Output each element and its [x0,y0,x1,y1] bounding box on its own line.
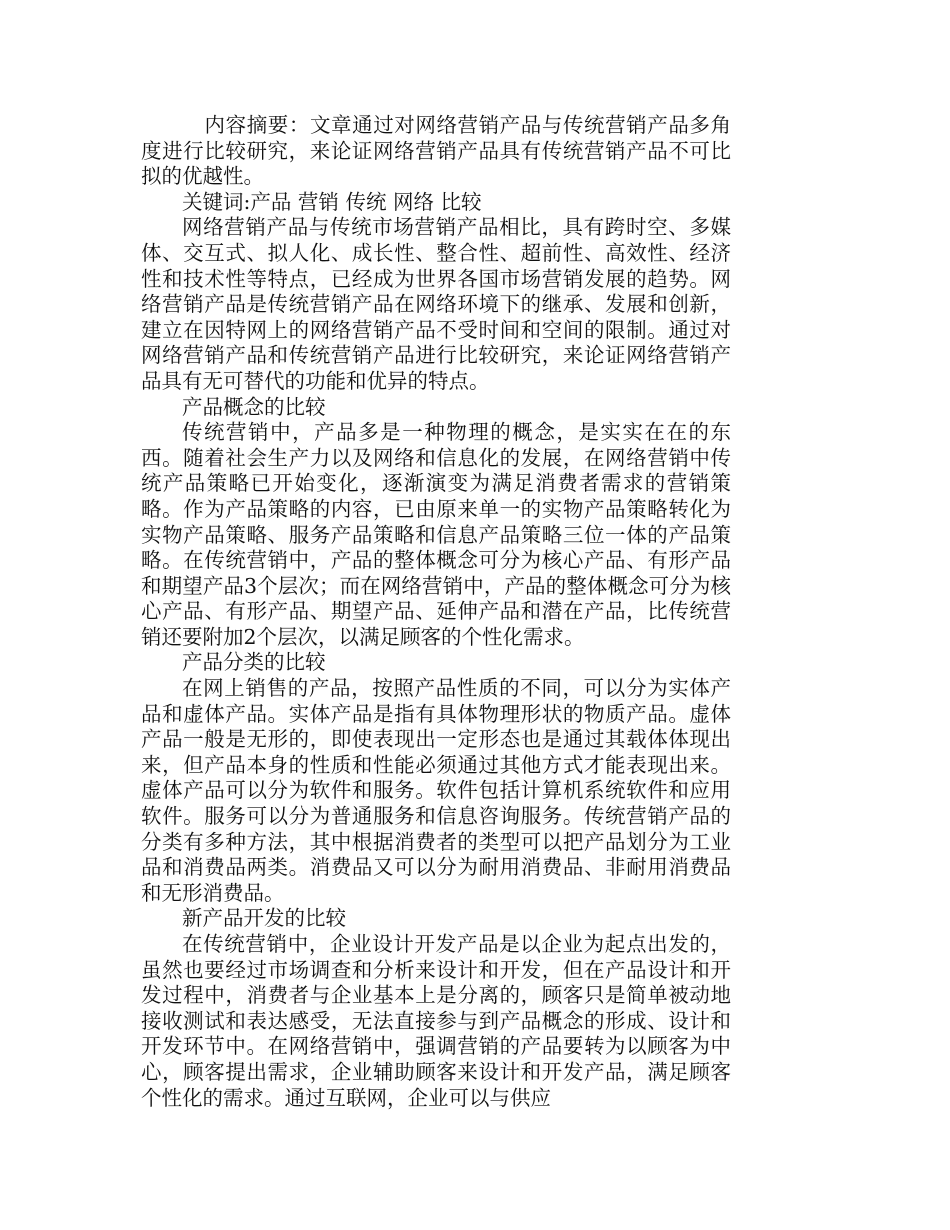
section-heading-product-concept: 产品概念的比较 [182,394,326,419]
section-body-product-concept: 传统营销中，产品多是一种物理的概念，是实实在在的东西。随着社会生产力以及网络和信息化的发展，在网络营销中传统产品策略已开始变化，逐渐演变为满足消费者需求的营销策略。作为产品策略的内容，已由原来单一的实物产品策略转化为实物产品策略、服务产品策略和信息产品策略三位一体的产品策略。在传统营销中，产品的整体概念可分为核心产品、有形产品和期望产品3个层次；而在网络营销中，产品的整体概念可分为核心产品、有形产品、期望产品、延伸产品和潜在产品，比传统营销还要附加2个层次，以满足顾客的个性化需求。 [141,420,731,649]
keywords-line: 关键词:产品 营销 传统 网络 比较 [182,189,482,214]
section-heading-new-product-development: 新产品开发的比较 [182,906,346,931]
abstract-paragraph: 内容摘要：文章通过对网络营销产品与传统营销产品多角度进行比较研究，来论证网络营销产品具有传统营销产品不可比拟的优越性。 [141,113,731,189]
section-body-product-classification: 在网上销售的产品，按照产品性质的不同，可以分为实体产品和虚体产品。实体产品是指有具体物理形状的物质产品。虚体产品一般是无形的，即使表现出一定形态也是通过其载体体现出来，但产品本身的性质和性能必须通过其他方式才能表现出来。虚体产品可以分为软件和服务。软件包括计算机系统软件和应用软件。服务可以分为普通服务和信息咨询服务。传统营销产品的分类有多种方法，其中根据消费者的类型可以把产品划分为工业品和消费品两类。消费品又可以分为耐用消费品、非耐用消费品和无形消费品。 [141,676,731,905]
document-body [141,113,731,1111]
section-heading-product-classification: 产品分类的比较 [182,650,326,675]
intro-paragraph: 网络营销产品与传统市场营销产品相比，具有跨时空、多媒体、交互式、拟人化、成长性、整合性、超前性、高效性、经济性和技术性等特点，已经成为世界各国市场营销发展的趋势。网络营销产品是传统营销产品在网络环境下的继承、发展和创新，建立在因特网上的网络营销产品不受时间和空间的限制。通过对网络营销产品和传统营销产品进行比较研究，来论证网络营销产品具有无可替代的功能和优异的特点。 [141,215,731,393]
section-body-new-product-development: 在传统营销中，企业设计开发产品是以企业为起点出发的，虽然也要经过市场调查和分析来设计和开发，但在产品设计和开发过程中，消费者与企业基本上是分离的，顾客只是简单被动地接收测试和表达感受，无法直接参与到产品概念的形成、设计和开发环节中。在网络营销中，强调营销的产品要转为以顾客为中心，顾客提出需求，企业辅助顾客来设计和开发产品，满足顾客个性化的需求。通过互联网，企业可以与供应 [141,932,731,1110]
